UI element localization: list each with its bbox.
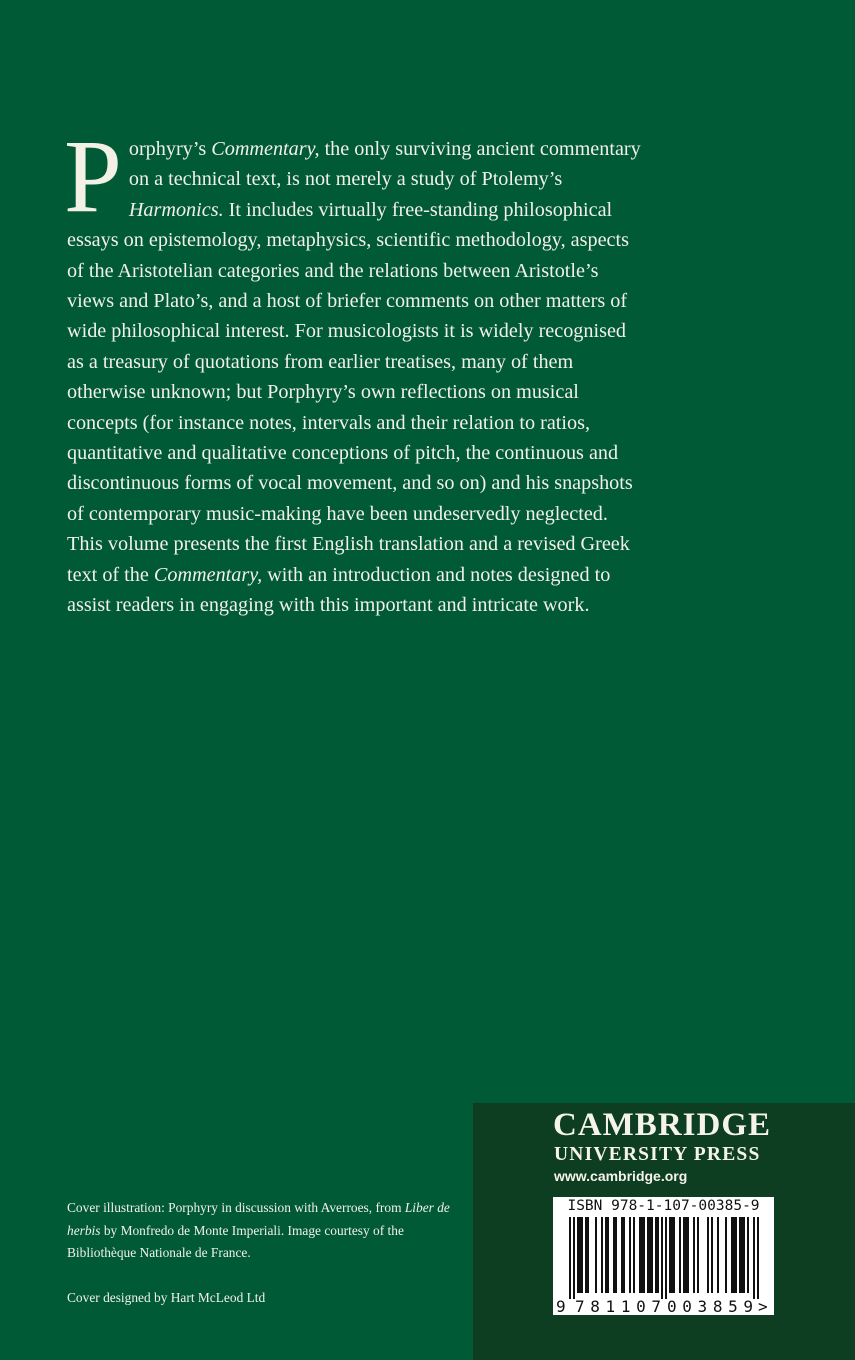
isbn-left-digits: 781107: [575, 1297, 661, 1315]
barcode-bar: [717, 1217, 719, 1293]
barcode-bar: [629, 1217, 631, 1293]
barcode-bar: [725, 1217, 727, 1293]
barcode-bar: [697, 1217, 699, 1293]
barcode-bar: [679, 1217, 681, 1293]
barcode-bar: [633, 1217, 635, 1293]
barcode-bar: [639, 1217, 641, 1293]
blurb-text: It includes virtually free-standing philosophical essays on epistemology, metaphysics, scientific methodology, aspects of the Aristotelian categories and the relations between Aristotle’s views and Plato’s, and a host of briefer comments on other matters of wide philosophical interest. For musicologists it is widely recognised as a treasury of quotations from earlier treatises, many of them otherwise unknown; but Porphyry’s own reflections on musical concepts (for instance notes, intervals and their relation to ratios, quantitative and qualitative conceptions of pitch, the continuous and discontinuous forms of vocal movement, and so on) and his snapshots of contemporary music-making have been undeservedly neglected. This volume presents the first English translation and a revised Greek text of the: [67, 198, 633, 586]
blurb-text: orphyry’s: [128, 138, 212, 160]
barcode-bar: [707, 1217, 709, 1293]
barcode-bar: [693, 1217, 695, 1293]
barcode-bar: [621, 1217, 623, 1293]
blurb-title-emphasis: Commentary,: [153, 563, 263, 586]
barcode-bar: [651, 1217, 653, 1293]
barcode-bar: [581, 1217, 583, 1293]
designer-credit: Cover designed by Hart McLeod Ltd: [67, 1289, 266, 1305]
barcode-guard-bar: [661, 1217, 663, 1299]
barcode-bar: [615, 1217, 617, 1293]
barcode-bar: [733, 1217, 735, 1293]
barcode-bar: [735, 1217, 737, 1293]
barcode-bar: [641, 1217, 643, 1293]
blurb-title-emphasis: Harmonics.: [128, 198, 224, 221]
barcode-bar: [671, 1217, 673, 1293]
barcode-bar: [655, 1217, 657, 1293]
barcode-guard-bar: [573, 1217, 575, 1299]
barcode-bar: [601, 1217, 603, 1293]
blurb-title-emphasis: Commentary,: [211, 138, 320, 160]
barcode-bar: [741, 1217, 743, 1293]
barcode-bar: [673, 1217, 675, 1293]
barcode-bar: [657, 1217, 659, 1293]
barcode-bar: [623, 1217, 625, 1293]
cover-credits: [67, 1197, 467, 1309]
publisher-name: CAMBRIDGE: [553, 1107, 772, 1143]
publisher-press: UNIVERSITY PRESS: [554, 1144, 761, 1165]
barcode-bar: [577, 1217, 579, 1293]
illustration-credit: [67, 1197, 467, 1265]
barcode-bar: [595, 1217, 597, 1293]
barcode-graphic: [553, 1197, 774, 1315]
barcode-bar: [669, 1217, 671, 1293]
credit-text: Cover illustration: Porphyry in discussion with Averroes, from: [67, 1200, 405, 1215]
credit-text: by Monfredo de Monte Imperiali. Image courtesy of the Bibliothèque Nationale de France.: [67, 1222, 404, 1260]
barcode-bar: [605, 1217, 607, 1293]
publisher-url: www.cambridge.org: [554, 1168, 688, 1184]
blurb-text: with an introduction and notes designed to assist readers in engaging with this important and intricate work.: [67, 563, 611, 617]
barcode-guard-bar: [753, 1217, 755, 1299]
barcode-bar: [607, 1217, 609, 1293]
barcode-guard-bar: [665, 1217, 667, 1299]
drop-cap: P: [64, 119, 122, 234]
isbn-right-digits: 003859: [667, 1297, 753, 1315]
barcode-bar: [613, 1217, 615, 1293]
barcode-bar: [711, 1217, 713, 1293]
isbn-barcode: [553, 1197, 774, 1315]
isbn-label: ISBN 978-1-107-00385-9: [567, 1198, 760, 1214]
blurb-text: the only surviving ancient commentary on a technical text, is not merely a study of Ptolemy’s: [128, 138, 641, 191]
barcode-bar: [587, 1217, 589, 1293]
barcode-bar: [579, 1217, 581, 1293]
barcode-bar: [585, 1217, 587, 1293]
barcode-bar: [731, 1217, 733, 1293]
barcode-bar: [643, 1217, 645, 1293]
barcode-bar: [647, 1217, 649, 1293]
barcode-bar: [685, 1217, 687, 1293]
barcode-guard-bar: [569, 1217, 571, 1299]
barcode-guard-bar: [757, 1217, 759, 1299]
barcode-bar: [747, 1217, 749, 1293]
barcode-bar: [739, 1217, 741, 1293]
barcode-bar: [743, 1217, 745, 1293]
isbn-lead-digit: 9: [556, 1297, 566, 1315]
publisher-panel: [473, 1103, 855, 1360]
credit-source-title: Liber de herbis: [67, 1200, 450, 1238]
barcode-bar: [683, 1217, 685, 1293]
barcode-bar: [687, 1217, 689, 1293]
isbn-quiet-zone-mark: >: [758, 1297, 768, 1315]
barcode-bar: [649, 1217, 651, 1293]
blurb-paragraph: [64, 119, 647, 621]
